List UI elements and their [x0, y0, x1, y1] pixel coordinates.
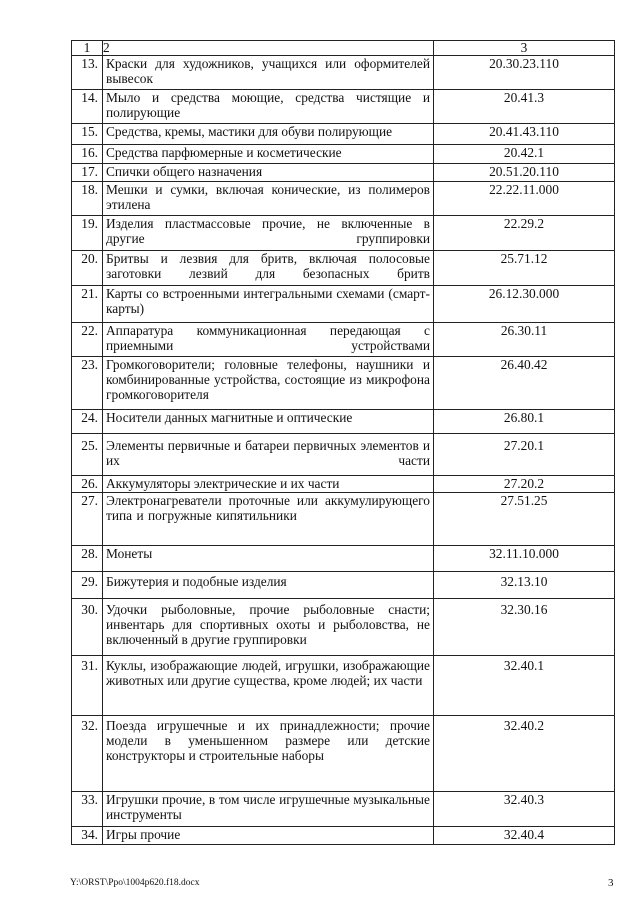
row-code: 32.40.1 [434, 656, 615, 716]
row-description: Бритвы и лезвия для бритв, включая полосовые заготовки лезвий для безопасных бритв [103, 251, 434, 286]
row-number: 17. [72, 164, 103, 182]
table-row [72, 476, 615, 493]
row-code: 20.30.23.110 [434, 56, 615, 90]
row-code: 32.13.10 [434, 572, 615, 599]
table-row [72, 216, 615, 251]
header-col-3: 3 [434, 41, 615, 56]
row-code: 26.40.42 [434, 357, 615, 410]
row-number: 18. [72, 182, 103, 216]
table-row [72, 434, 615, 476]
table-row [72, 410, 615, 434]
header-col-2: 2 [103, 41, 434, 56]
row-code: 20.42.1 [434, 145, 615, 164]
row-code: 32.40.3 [434, 792, 615, 827]
row-description: Карты со встроенными интегральными схемами (смарт-карты) [103, 286, 434, 323]
table-row [72, 323, 615, 357]
row-number: 33. [72, 792, 103, 827]
row-description: Аккумуляторы электрические и их части [103, 476, 434, 493]
row-description: Изделия пластмассовые прочие, не включенные в другие группировки [103, 216, 434, 251]
row-description: Игры прочие [103, 827, 434, 845]
row-description: Бижутерия и подобные изделия [103, 572, 434, 599]
row-description: Игрушки прочие, в том числе игрушечные музыкальные инструменты [103, 792, 434, 827]
row-number: 31. [72, 656, 103, 716]
row-code: 26.80.1 [434, 410, 615, 434]
table-row [72, 251, 615, 286]
row-number: 22. [72, 323, 103, 357]
table-row [72, 656, 615, 716]
row-description: Монеты [103, 546, 434, 572]
row-code: 26.12.30.000 [434, 286, 615, 323]
table-row [72, 286, 615, 323]
row-code: 27.20.2 [434, 476, 615, 493]
row-description: Электронагреватели проточные или аккумулирующего типа и погружные кипятильники [103, 493, 434, 546]
table-row [72, 572, 615, 599]
row-description: Средства парфюмерные и косметические [103, 145, 434, 164]
row-code: 32.40.2 [434, 716, 615, 792]
row-number: 27. [72, 493, 103, 546]
row-number: 24. [72, 410, 103, 434]
row-code: 32.11.10.000 [434, 546, 615, 572]
row-code: 27.20.1 [434, 434, 615, 476]
row-code: 20.41.3 [434, 90, 615, 124]
row-number: 20. [72, 251, 103, 286]
row-number: 14. [72, 90, 103, 124]
row-code: 32.30.16 [434, 599, 615, 656]
row-number: 28. [72, 546, 103, 572]
row-code: 32.40.4 [434, 827, 615, 845]
row-number: 15. [72, 124, 103, 145]
row-number: 34. [72, 827, 103, 845]
goods-table [71, 40, 615, 845]
table-row [72, 145, 615, 164]
row-code: 25.71.12 [434, 251, 615, 286]
row-number: 16. [72, 145, 103, 164]
table-header-row [72, 41, 615, 56]
row-number: 29. [72, 572, 103, 599]
row-code: 22.22.11.000 [434, 182, 615, 216]
row-description: Краски для художников, учащихся или оформителей вывесок [103, 56, 434, 90]
table-row [72, 599, 615, 656]
row-number: 23. [72, 357, 103, 410]
row-number: 26. [72, 476, 103, 493]
row-description: Спички общего назначения [103, 164, 434, 182]
table-row [72, 716, 615, 792]
table-row [72, 56, 615, 90]
page-number: 3 [608, 877, 614, 889]
row-description: Носители данных магнитные и оптические [103, 410, 434, 434]
row-description: Громкоговорители; головные телефоны, наушники и комбинированные устройства, состоящие из микрофона громкоговорителя [103, 357, 434, 410]
row-code: 22.29.2 [434, 216, 615, 251]
row-description: Средства, кремы, мастики для обуви полирующие [103, 124, 434, 145]
table-row [72, 182, 615, 216]
table-row [72, 357, 615, 410]
footer-file-path: Y:\ORST\Ppo\1004p620.f18.docx [70, 878, 200, 888]
row-number: 13. [72, 56, 103, 90]
row-description: Элементы первичные и батареи первичных элементов и их части [103, 434, 434, 476]
table-row [72, 90, 615, 124]
row-description: Удочки рыболовные, прочие рыболовные снасти; инвентарь для спортивных охоты и рыболовства, не включенный в другие группировки [103, 599, 434, 656]
header-col-1: 1 [72, 41, 103, 56]
table-row [72, 827, 615, 845]
row-code: 20.41.43.110 [434, 124, 615, 145]
table-row [72, 493, 615, 546]
row-description: Мешки и сумки, включая конические, из полимеров этилена [103, 182, 434, 216]
row-description: Поезда игрушечные и их принадлежности; прочие модели в уменьшенном размере или детские конструкторы и строительные наборы [103, 716, 434, 792]
row-code: 26.30.11 [434, 323, 615, 357]
row-number: 19. [72, 216, 103, 251]
row-number: 21. [72, 286, 103, 323]
table-row [72, 124, 615, 145]
row-number: 25. [72, 434, 103, 476]
table-row [72, 792, 615, 827]
row-description: Мыло и средства моющие, средства чистящие и полирующие [103, 90, 434, 124]
table-row [72, 164, 615, 182]
row-description: Куклы, изображающие людей, игрушки, изображающие животных или другие существа, кроме людей; их части [103, 656, 434, 716]
row-number: 32. [72, 716, 103, 792]
table-row [72, 546, 615, 572]
row-description: Аппаратура коммуникационная передающая с приемными устройствами [103, 323, 434, 357]
row-number: 30. [72, 599, 103, 656]
row-code: 20.51.20.110 [434, 164, 615, 182]
row-code: 27.51.25 [434, 493, 615, 546]
